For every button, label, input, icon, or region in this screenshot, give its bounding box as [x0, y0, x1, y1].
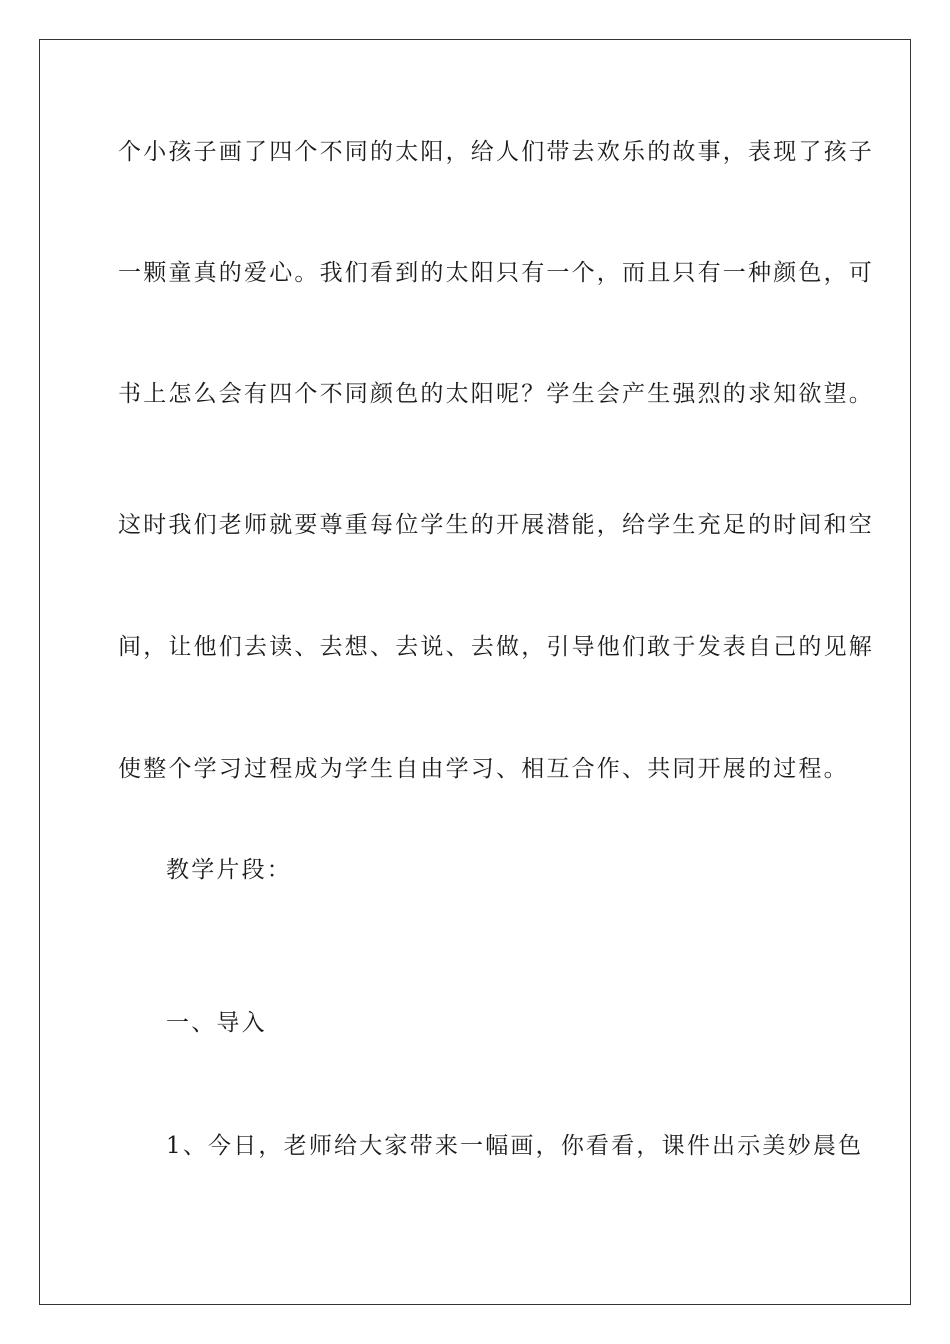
page-border [39, 39, 911, 1305]
paragraph-line-1: 个小孩子画了四个不同的太阳，给人们带去欢乐的故事，表现了孩子 [118, 139, 874, 165]
paragraph-line-3: 书上怎么会有四个不同颜色的太阳呢？学生会产生强烈的求知欲望。 [118, 381, 874, 407]
paragraph-line-4: 这时我们老师就要尊重每位学生的开展潜能，给学生充足的时间和空 [118, 512, 874, 538]
paragraph-line-5: 间，让他们去读、去想、去说、去做，引导他们敢于发表自己的见解 [118, 634, 874, 660]
section-heading-intro: 一、导入 [166, 1010, 267, 1036]
section-heading-teaching-excerpt: 教学片段： [166, 857, 292, 883]
paragraph-line-2: 一颗童真的爱心。我们看到的太阳只有一个，而且只有一种颜色，可 [118, 260, 874, 286]
paragraph-line-6: 使整个学习过程成为学生自由学习、相互合作、共同开展的过程。 [118, 756, 849, 782]
list-item-1: 1、今日，老师给大家带来一幅画，你看看，课件出示美妙晨色 [166, 1133, 864, 1159]
